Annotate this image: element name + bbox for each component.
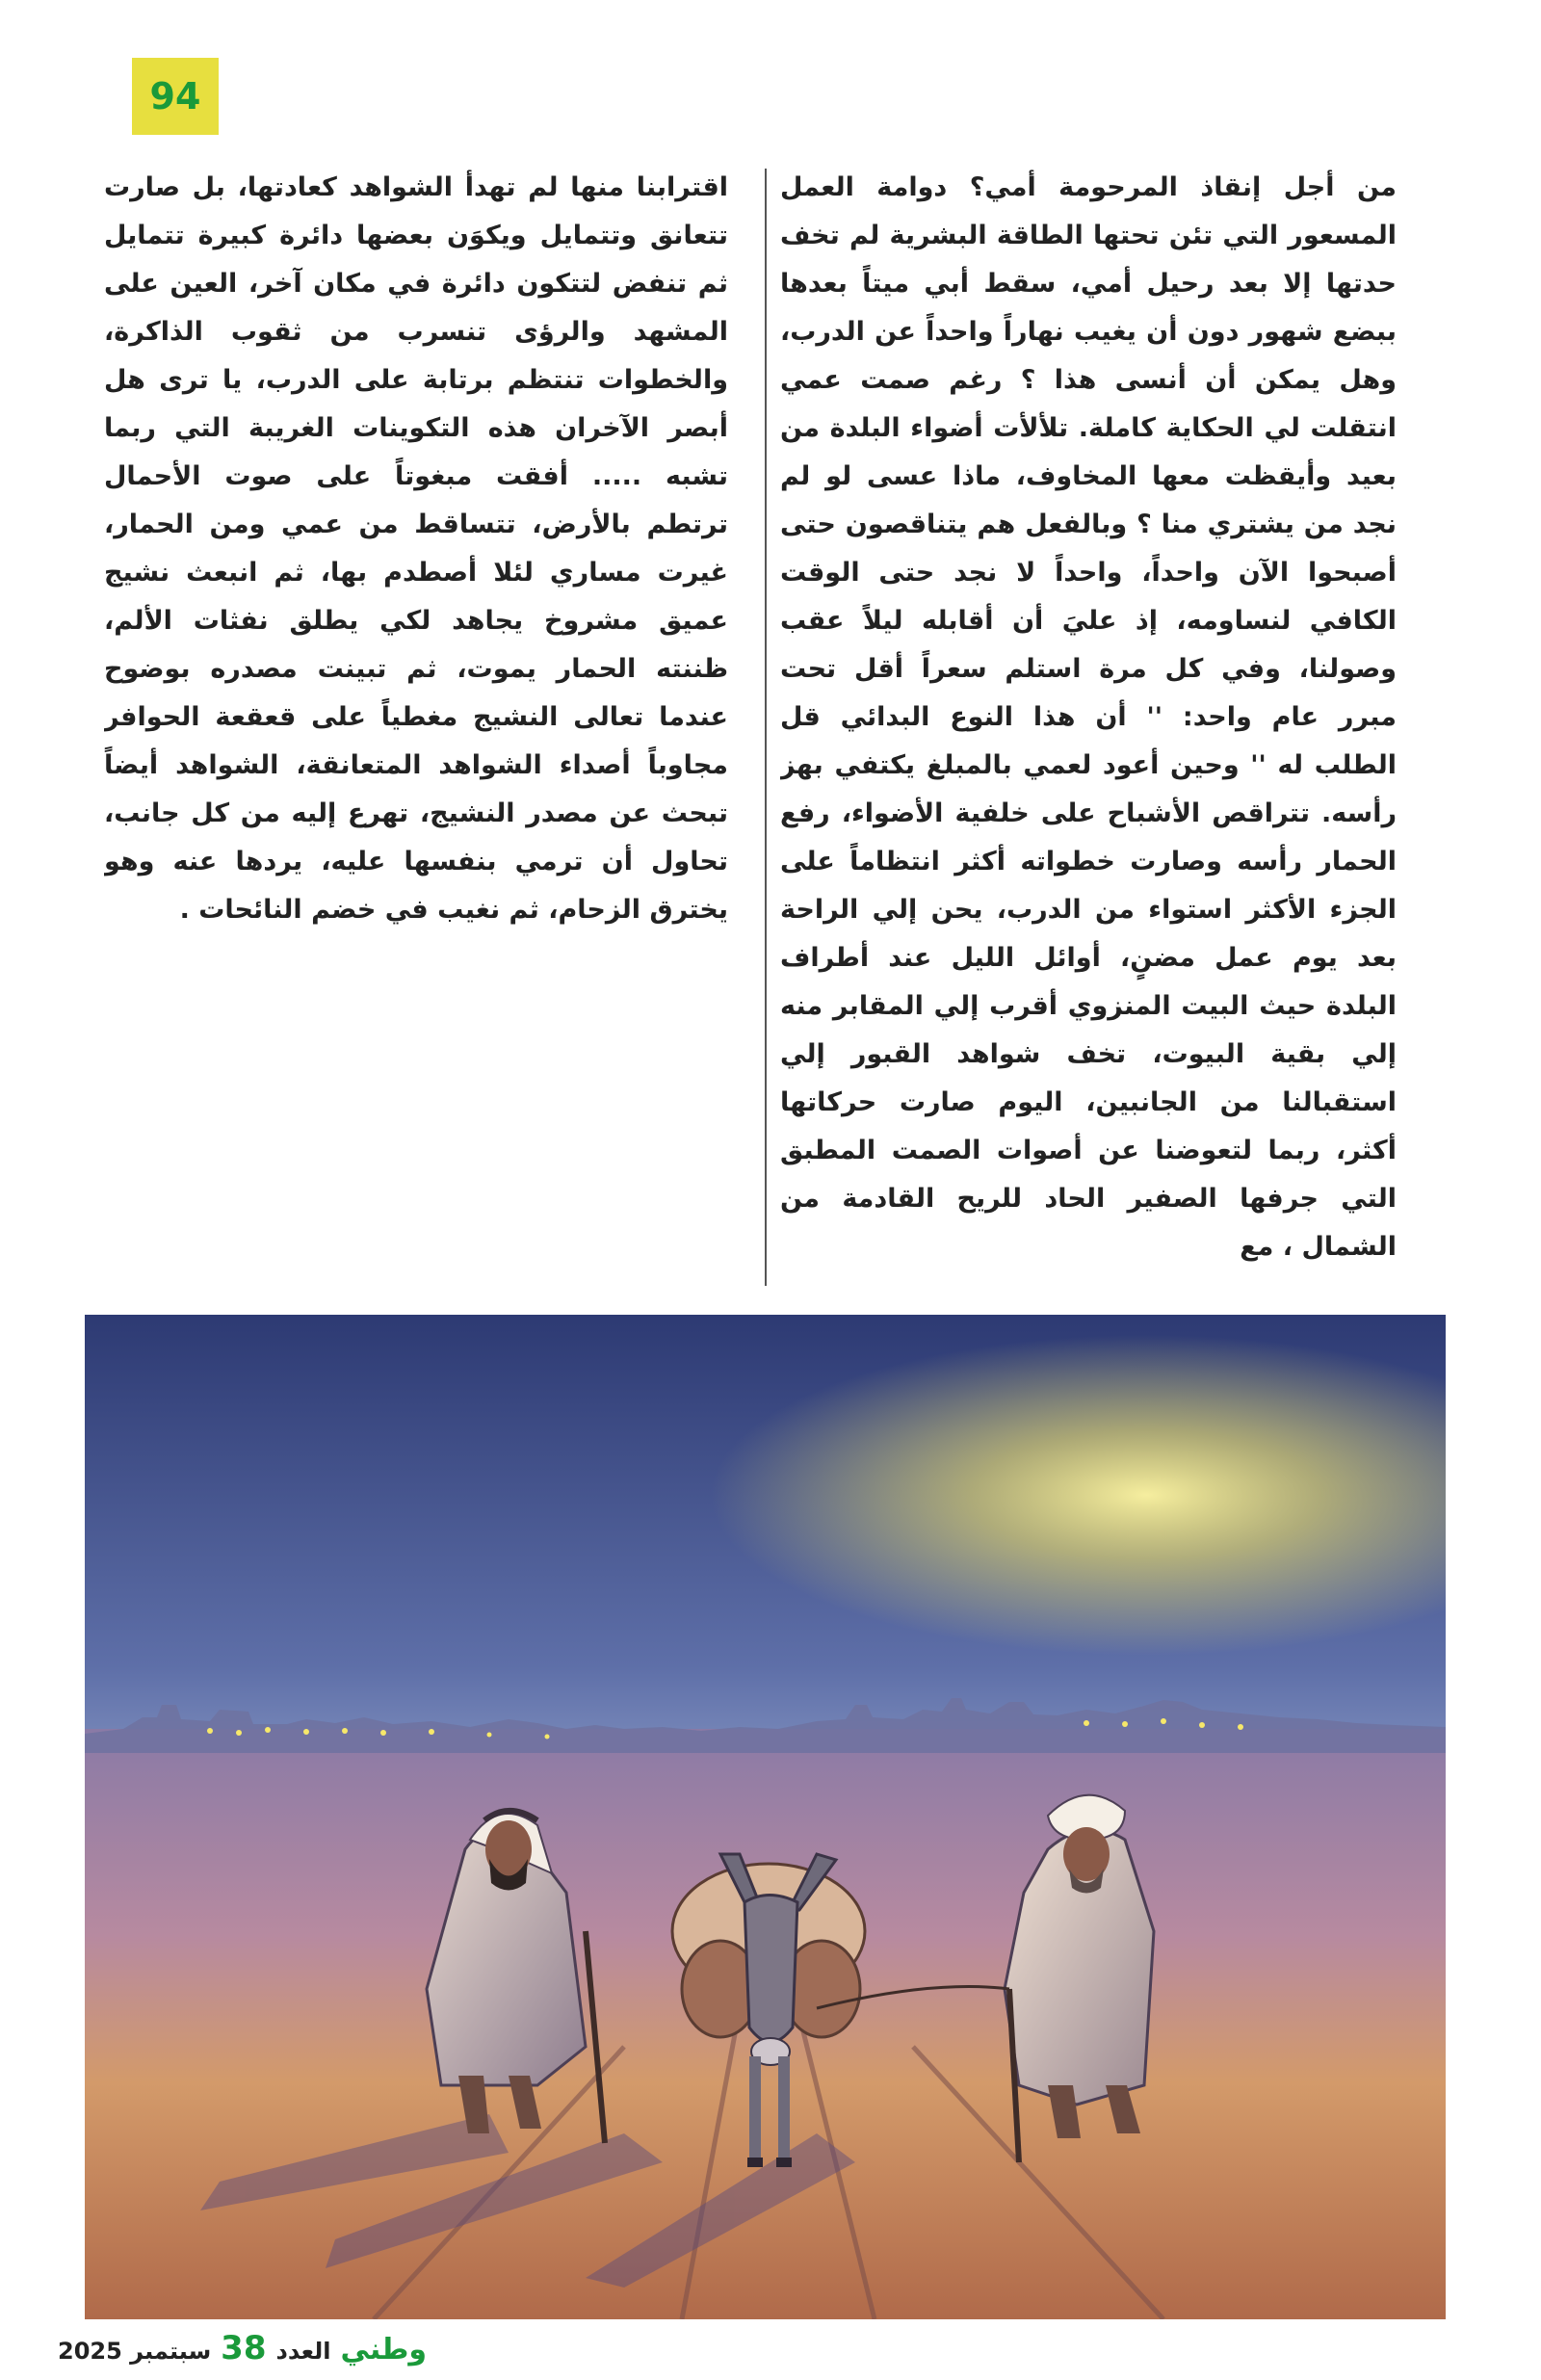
page-footer [58,2329,427,2367]
illustration-two-men-and-donkey [85,1315,1446,2319]
footer-issue-number: 38 [221,2329,267,2367]
page-number: 94 [149,75,201,118]
column-divider [765,169,767,1286]
footer-issue-label: العدد [275,2338,331,2365]
footer-brand-logo: وطني [340,2333,427,2367]
story-illustration [85,1315,1446,2319]
footer-date: سبتمبر 2025 [58,2338,212,2365]
page-number-badge [132,58,219,135]
article-column-left: اقترابنا منها لم تهدأ الشواهد كعادتها، بل صارت تتعانق وتتمايل ويكوَن بعضها دائرة كبيرة تتمايل ثم تنفض لتتكون دائرة في مكان آخر، العين على المشهد والرؤى تنسرب من ثقوب الذاكرة، والخطوات تنتظم برتابة على الدرب، يا ترى هل أبصر الآخران هذه التكوينات الغريبة التي ربما تشبه ..... أفقت مبغوتاً على صوت الأحمال ترتطم بالأرض، تتساقط من عمي ومن الحمار، غيرت مساري لئلا أصطدم بها، ثم انبعث نشيج عميق مشروخ يجاهد لكي يطلق نفثات الألم، ظننته الحمار يموت، ثم تبينت مصدره بوضوح عندما تعالى النشيج مغطياً على قعقعة الحوافر مجاوباً أصداء الشواهد المتعانقة، الشواهد أيضاً تبحث عن مصدر النشيج، تهرع إليه من كل جانب، تحاول أن ترمي بنفسها عليه، يردها عنه وهو يخترق الزحام، ثم نغيب في خضم النائحات . [104,172,728,925]
article-column-right: من أجل إنقاذ المرحومة أمي؟ دوامة العمل المسعور التي تئن تحتها الطاقة البشرية لم تخف حدتها إلا بعد رحيل أمي، سقط أبي ميتاً بعدها ببضع شهور دون أن يغيب نهاراً واحداً عن الدرب، وهل يمكن أن أنسى هذا ؟ رغم صمت عمي انتقلت لي الحكاية كاملة. تلألأت أضواء البلدة من بعيد وأيقظت معها المخاوف، ماذا عسى لو لم نجد من يشتري منا ؟ وبالفعل هم يتناقصون حتى أصبحوا الآن واحداً، واحداً لا نجد حتى الوقت الكافي لنساومه، إذ عليَ أن أقابله ليلاً عقب وصولنا، وفي كل مرة استلم سعراً أقل تحت مبرر عام واحد: '' أن هذا النوع البدائي قل الطلب له '' وحين أعود لعمي بالمبلغ يكتفي بهز رأسه. تتراقص الأشباح على خلفية الأضواء، رفع الحمار رأسه وصارت خطواته أكثر انتظاماً على الجزء الأكثر استواء من الدرب، يحن إلي الراحة بعد يوم عمل مضنٍ، أوائل الليل عند أطراف البلدة حيث البيت المنزوي أقرب إلي المقابر منه إلي بقية البيوت، تخف شواهد القبور إلي استقبالنا من الجانبين، اليوم صارت حركاتها أكثر، ربما لتعوضنا عن أصوات الصمت المطبق التي جرفها الصفير الحاد للريح القادمة من الشمال ، مع [780,172,1397,1262]
